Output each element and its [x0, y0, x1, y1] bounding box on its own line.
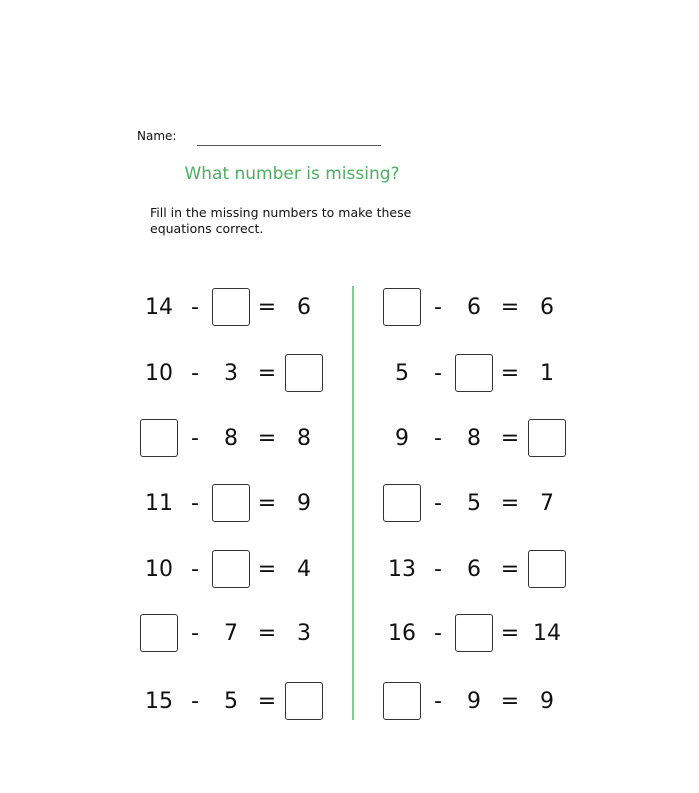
- answer-box[interactable]: [528, 550, 566, 588]
- equals-sign: =: [257, 557, 277, 582]
- equation-right-2: [382, 354, 582, 394]
- second-number: 5: [467, 491, 481, 516]
- minus-sign: -: [434, 361, 442, 386]
- minus-sign: -: [191, 295, 199, 320]
- equals-sign: =: [257, 621, 277, 646]
- second-number: 7: [224, 621, 238, 646]
- result-number: 6: [297, 295, 311, 320]
- equation-right-1: [382, 288, 582, 328]
- second-number: 9: [467, 689, 481, 714]
- first-number: 13: [388, 557, 416, 582]
- equation-right-3: [382, 419, 582, 459]
- equals-sign: =: [500, 557, 520, 582]
- equals-sign: =: [257, 295, 277, 320]
- minus-sign: -: [191, 557, 199, 582]
- first-number: 15: [145, 689, 173, 714]
- minus-sign: -: [434, 689, 442, 714]
- minus-sign: -: [191, 361, 199, 386]
- answer-box[interactable]: [455, 354, 493, 392]
- name-label: Name:: [137, 129, 177, 143]
- result-number: 3: [297, 621, 311, 646]
- minus-sign: -: [434, 295, 442, 320]
- instructions-line-1: Fill in the missing numbers to make these: [150, 205, 412, 220]
- equals-sign: =: [257, 491, 277, 516]
- minus-sign: -: [434, 491, 442, 516]
- equation-left-6: [139, 614, 339, 654]
- equation-right-7: [382, 682, 582, 722]
- answer-box[interactable]: [285, 354, 323, 392]
- equation-right-4: [382, 484, 582, 524]
- equation-left-5: [139, 550, 339, 590]
- answer-box[interactable]: [285, 682, 323, 720]
- instructions: [150, 205, 450, 237]
- first-number: 16: [388, 621, 416, 646]
- second-number: 8: [224, 426, 238, 451]
- equals-sign: =: [257, 426, 277, 451]
- result-number: 14: [533, 621, 561, 646]
- equation-left-3: [139, 419, 339, 459]
- result-number: 9: [297, 491, 311, 516]
- column-divider: [352, 286, 354, 720]
- minus-sign: -: [191, 621, 199, 646]
- result-number: 6: [540, 295, 554, 320]
- first-number: 5: [395, 361, 409, 386]
- equals-sign: =: [500, 295, 520, 320]
- first-number: 10: [145, 361, 173, 386]
- name-row: [137, 128, 397, 150]
- minus-sign: -: [191, 426, 199, 451]
- answer-box[interactable]: [455, 614, 493, 652]
- minus-sign: -: [191, 689, 199, 714]
- equals-sign: =: [500, 621, 520, 646]
- answer-box[interactable]: [212, 484, 250, 522]
- result-number: 8: [297, 426, 311, 451]
- minus-sign: -: [434, 621, 442, 646]
- name-line[interactable]: [197, 145, 381, 146]
- second-number: 5: [224, 689, 238, 714]
- answer-box[interactable]: [528, 419, 566, 457]
- equation-left-2: [139, 354, 339, 394]
- minus-sign: -: [434, 557, 442, 582]
- second-number: 6: [467, 557, 481, 582]
- first-number: 10: [145, 557, 173, 582]
- equals-sign: =: [500, 361, 520, 386]
- first-number: 9: [395, 426, 409, 451]
- instructions-line-2: equations correct.: [150, 221, 264, 236]
- second-number: 8: [467, 426, 481, 451]
- equals-sign: =: [500, 491, 520, 516]
- equation-left-1: [139, 288, 339, 328]
- first-number: 11: [145, 491, 173, 516]
- answer-box[interactable]: [140, 614, 178, 652]
- answer-box[interactable]: [212, 288, 250, 326]
- equation-right-5: [382, 550, 582, 590]
- equals-sign: =: [257, 361, 277, 386]
- result-number: 9: [540, 689, 554, 714]
- answer-box[interactable]: [383, 682, 421, 720]
- worksheet-title: What number is missing?: [184, 164, 400, 184]
- minus-sign: -: [434, 426, 442, 451]
- equals-sign: =: [257, 689, 277, 714]
- second-number: 3: [224, 361, 238, 386]
- equation-left-7: [139, 682, 339, 722]
- equals-sign: =: [500, 689, 520, 714]
- equation-left-4: [139, 484, 339, 524]
- minus-sign: -: [191, 491, 199, 516]
- answer-box[interactable]: [212, 550, 250, 588]
- second-number: 6: [467, 295, 481, 320]
- answer-box[interactable]: [140, 419, 178, 457]
- result-number: 1: [540, 361, 554, 386]
- answer-box[interactable]: [383, 288, 421, 326]
- answer-box[interactable]: [383, 484, 421, 522]
- result-number: 7: [540, 491, 554, 516]
- result-number: 4: [297, 557, 311, 582]
- equals-sign: =: [500, 426, 520, 451]
- equation-right-6: [382, 614, 582, 654]
- first-number: 14: [145, 295, 173, 320]
